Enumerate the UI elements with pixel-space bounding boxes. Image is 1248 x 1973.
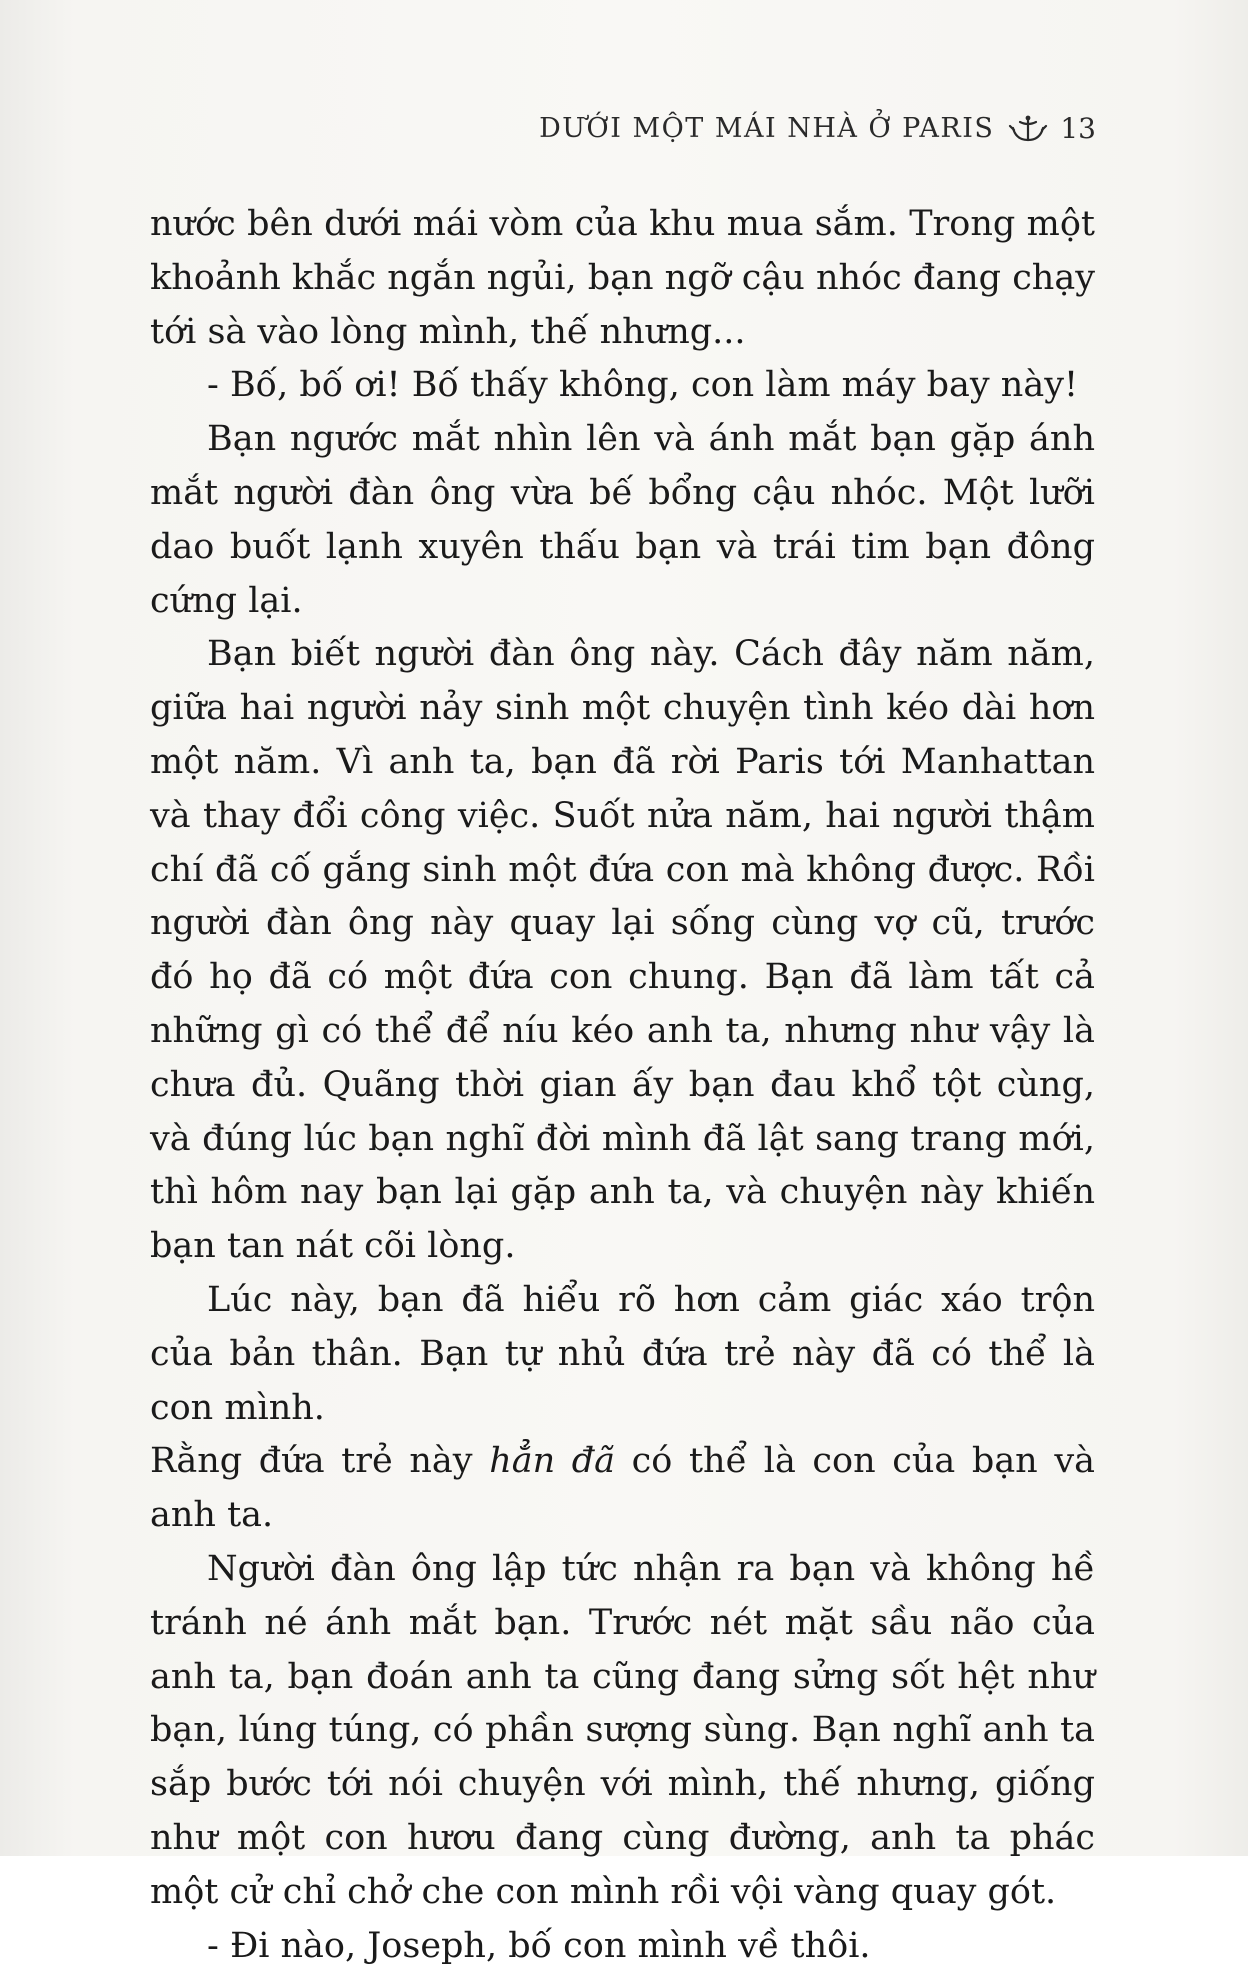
paragraph: nước bên dưới mái vòm của khu mua sắm. Trong một khoảnh khắc ngắn ngủi, bạn ngỡ cậu nhóc đang chạy tới sà vào lòng mình, thế nhưng... [150, 198, 1095, 359]
running-header [539, 112, 1096, 145]
paragraph: Lúc này, bạn đã hiểu rõ hơn cảm giác xáo trộn của bản thân. Bạn tự nhủ đứa trẻ này đã có thể là con mình. [150, 1274, 1095, 1435]
body-text [150, 198, 1095, 1973]
running-title: DƯỚI MỘT MÁI NHÀ Ở PARIS [539, 113, 994, 144]
paragraph: Bạn ngước mắt nhìn lên và ánh mắt bạn gặp ánh mắt người đàn ông vừa bế bổng cậu nhóc. Một lưỡi dao buốt lạnh xuyên thấu bạn và trái tim bạn đông cứng lại. [150, 413, 1095, 628]
page-number: 13 [1060, 112, 1096, 145]
anchor-ornament-icon [1008, 114, 1048, 144]
paragraph: Bạn biết người đàn ông này. Cách đây năm năm, giữa hai người nảy sinh một chuyện tình kéo dài hơn một năm. Vì anh ta, bạn đã rời Paris tới Manhattan và thay đổi công việc. Suốt nửa năm, hai người thậm chí đã cố gắng sinh một đứa con mà không được. Rồi người đàn ông này quay lại sống cùng vợ cũ, trước đó họ đã có một đứa con chung. Bạn đã làm tất cả những gì có thể để níu kéo anh ta, nhưng như vậy là chưa đủ. Quãng thời gian ấy bạn đau khổ tột cùng, và đúng lúc bạn nghĩ đời mình đã lật sang trang mới, thì hôm nay bạn lại gặp anh ta, và chuyện này khiến bạn tan nát cõi lòng. [150, 628, 1095, 1274]
italic-text: hẳn đã [489, 1441, 615, 1481]
text-run: có thể là con của bạn và anh ta. [150, 1441, 1095, 1535]
dialogue-paragraph: - Bố, bố ơi! Bố thấy không, con làm máy bay này! [150, 359, 1095, 413]
text-run: Rằng đứa trẻ này [150, 1441, 489, 1481]
paragraph [150, 1435, 1095, 1543]
dialogue-paragraph: - Đi nào, Joseph, bố con mình về thôi. [150, 1920, 1095, 1973]
paragraph: Người đàn ông lập tức nhận ra bạn và không hề tránh né ánh mắt bạn. Trước nét mặt sầu não của anh ta, bạn đoán anh ta cũng đang sửng sốt hệt như bạn, lúng túng, có phần sượng sùng. Bạn nghĩ anh ta sắp bước tới nói chuyện với mình, thế nhưng, giống như một con hươu đang cùng đường, anh ta phác một cử chỉ chở che con mình rồi vội vàng quay gót. [150, 1543, 1095, 1920]
